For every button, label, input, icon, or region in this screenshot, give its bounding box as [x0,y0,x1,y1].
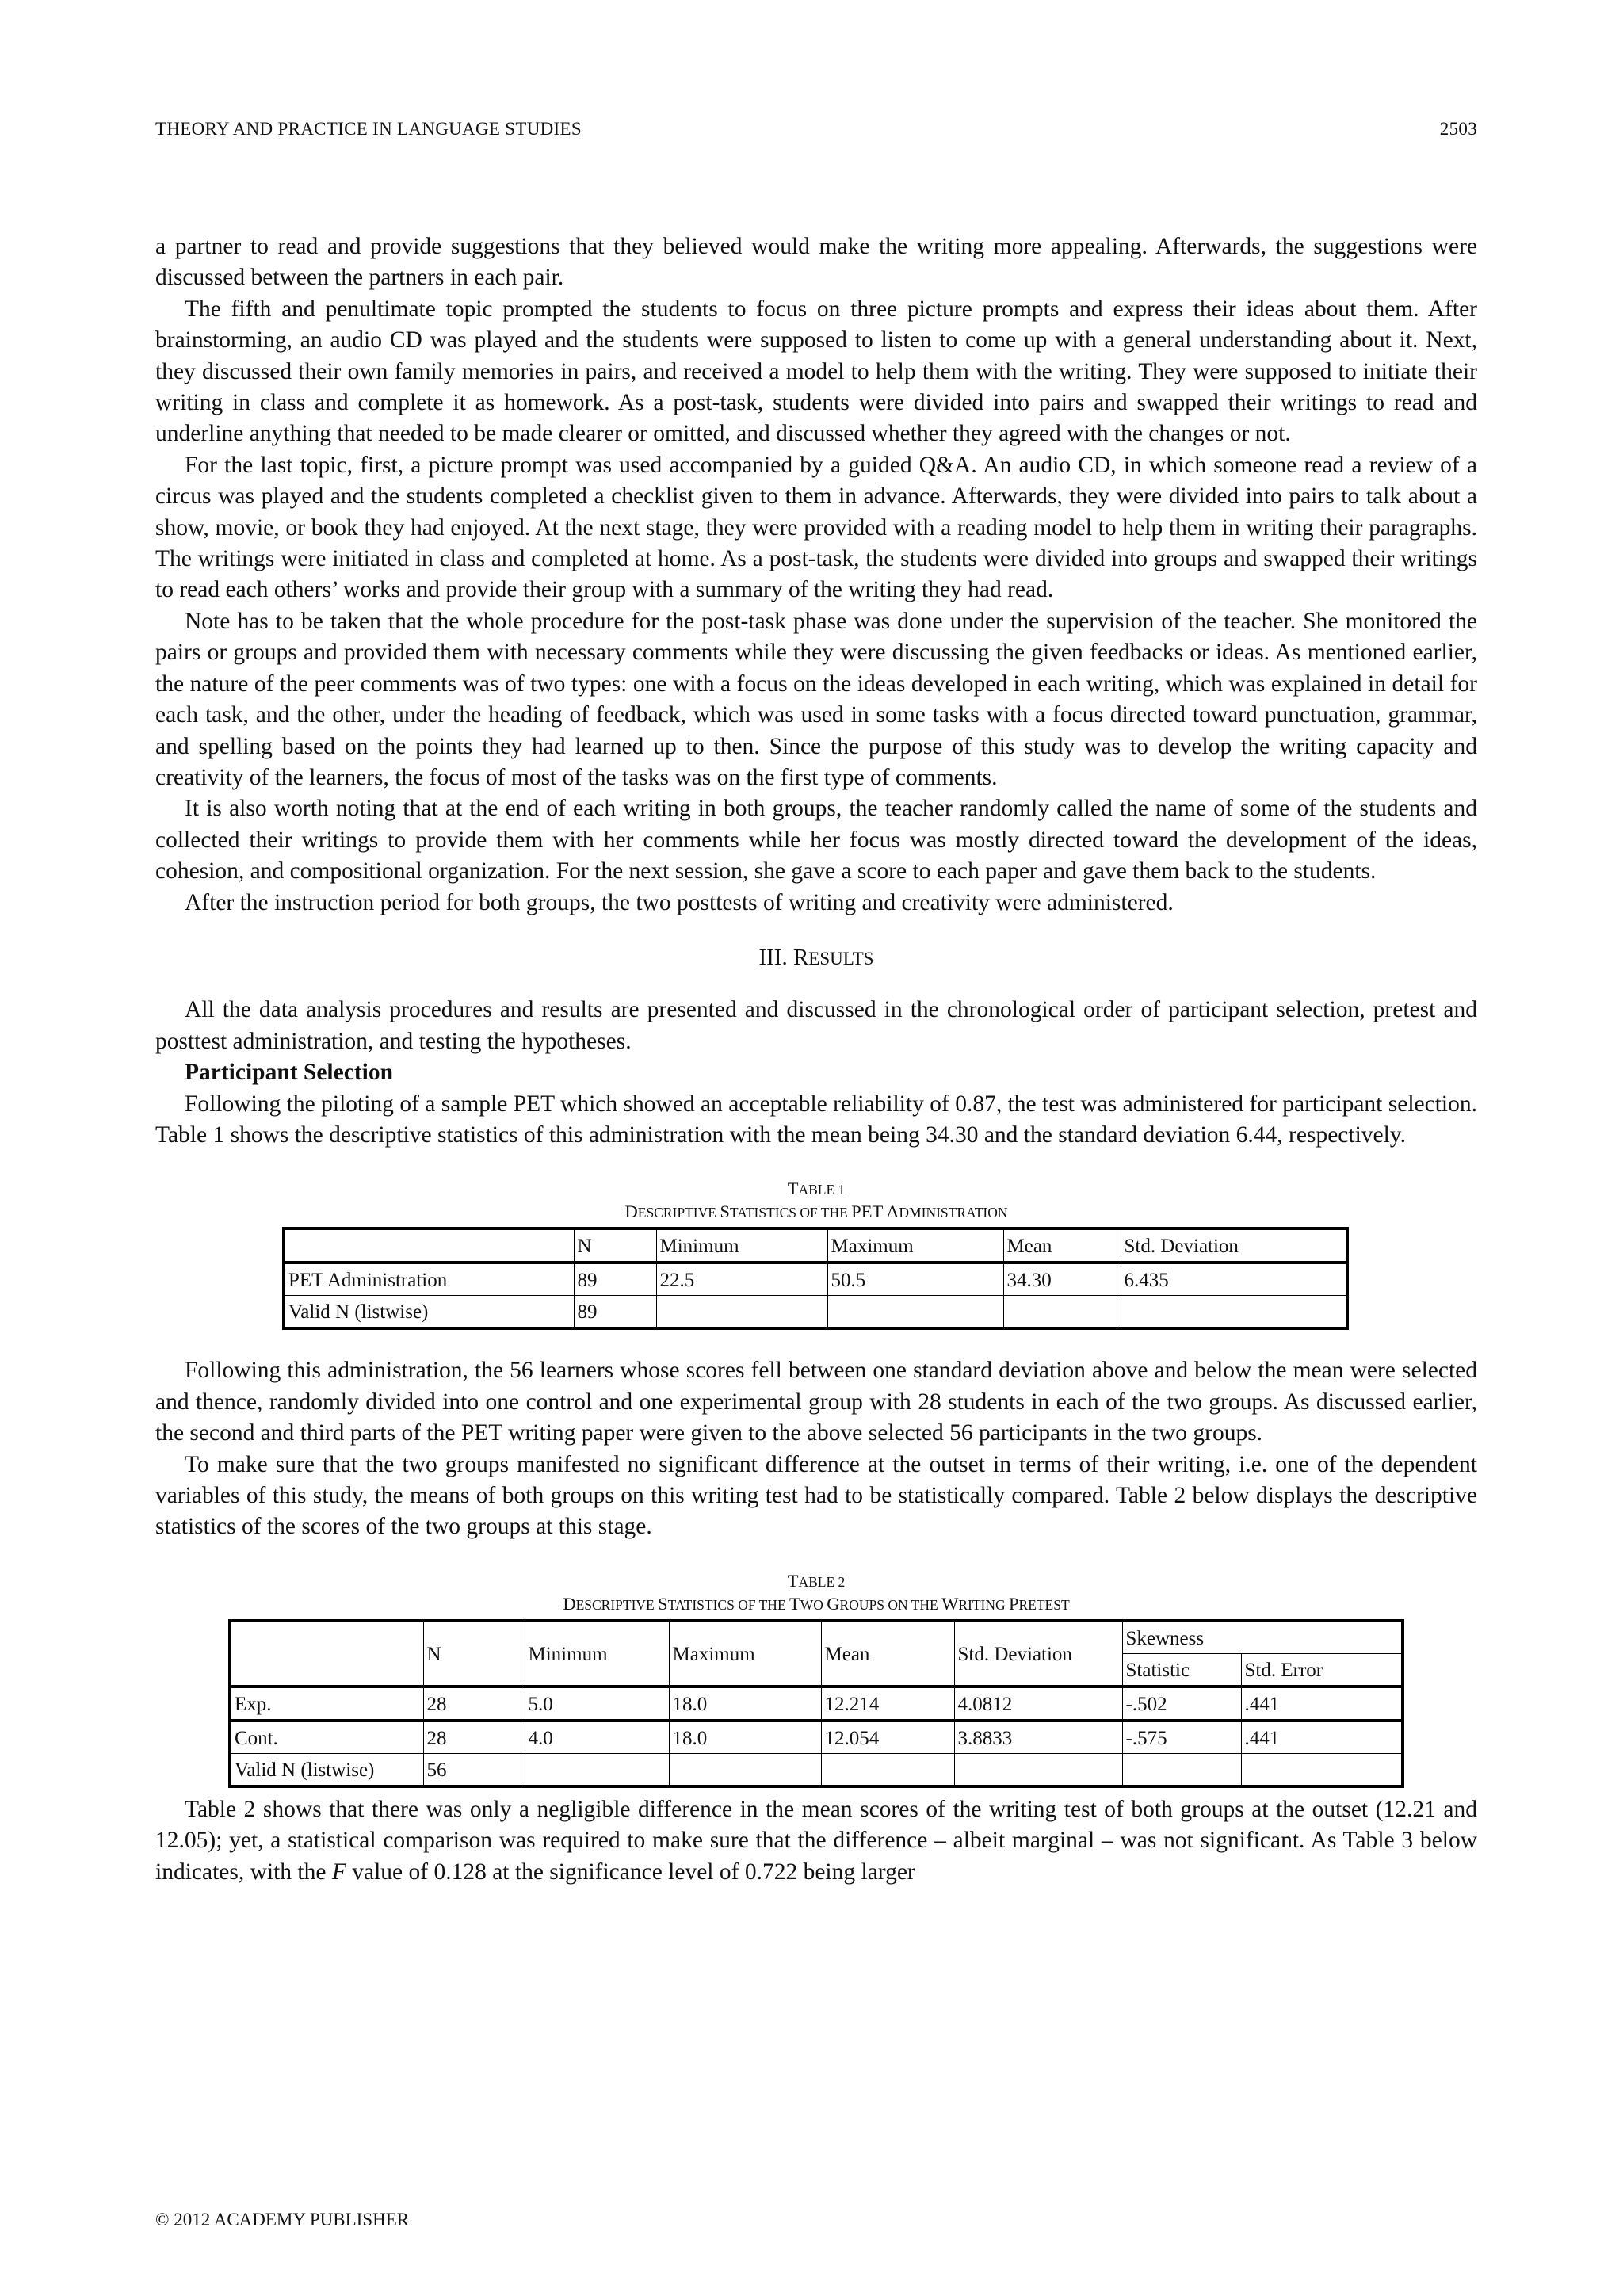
table-row: Exp. 28 5.0 18.0 12.214 4.0812 -.502 .441 [230,1687,1403,1721]
paragraph: To make sure that the two groups manifested no significant difference at the outset in terms of their writing, i.e. one of the dependent variables of this study, the means of both groups on this writing test had to be statistically compared. Table 2 below displays the descriptive statistics of the scores of the two groups at this stage. [155,1451,1477,1540]
paragraph: It is also worth noting that at the end of each writing in both groups, the teacher randomly called the name of some of the students and collected their writings to provide them with her comments while her focus was mostly directed toward the development of the ideas, cohesion, and compositional organization. For the next session, she gave a score to each paper and gave them back to the students. [155,796,1477,884]
table2 [228,1619,1404,1788]
table1-label: TABLE 1 [787,1179,846,1199]
paragraph: The fifth and penultimate topic prompted the students to focus on three picture prompts and express their ideas about them. After brainstorming, an audio CD was played and the students were supposed to listen to come up with a general understanding about it. Next, they discussed their own family memories in pairs, and received a model to help them with the writing. They were supposed to initiate their writing in class and complete it as homework. As a post-task, students were divided into pairs and swapped their writings to read and underline anything that needed to be made clearer or omitted, and discussed whether they agreed with the changes or not. [155,296,1477,447]
table2-label: TABLE 2 [787,1570,846,1591]
subheading: Participant Selection [185,1060,393,1086]
paragraph: All the data analysis procedures and results are presented and discussed in the chronological order of participant selection, pretest and posttest administration, and testing the hypotheses. [155,997,1477,1054]
paragraph: Table 2 shows that there was only a negligible difference in the mean scores of the writing test of both groups at the outset (12.21 and 12.05); yet, a statistical comparison was required to make sure that the difference – albeit marginal – was not significant. As Table 3 below indicates, with the F value of 0.128 at the significance level of 0.722 being larger [155,1796,1477,1885]
footer-copyright: © 2012 ACADEMY PUBLISHER [155,2210,410,2229]
table-subheader-row: Statistic Std. Error [230,1653,1403,1687]
table-header-row: N Minimum Maximum Mean Std. Deviation [284,1228,1347,1263]
page-number: 2503 [1439,119,1477,139]
page [155,0,1477,2296]
paragraph: a partner to read and provide suggestions that they believed would make the writing more appealing. Afterwards, the suggestions were discussed between the partners in each pair. [155,234,1477,291]
table-row: Cont. 28 4.0 18.0 12.054 3.8833 -.575 .441 [230,1721,1403,1754]
paragraph: Following this administration, the 56 learners whose scores fell between one standard deviation above and below the mean were selected and thence, randomly divided into one control and one experimental group with 28 students in each of the two groups. As discussed earlier, the second and third parts of the PET writing paper were given to the above selected 56 participants in the two groups. [155,1358,1477,1446]
journal-title: THEORY AND PRACTICE IN LANGUAGE STUDIES [155,119,582,139]
paragraph: Following the piloting of a sample PET which showed an acceptable reliability of 0.87, the test was administered for participant selection. Table 1 shows the descriptive statistics of this administration with the mean being 34.30 and the standard deviation 6.44, respectively. [155,1091,1477,1148]
table-row: Valid N (listwise) 56 [230,1753,1403,1786]
table-header-row: N Minimum Maximum Mean Std. Deviation Skewness [230,1621,1403,1654]
table2-caption [155,1570,1477,1616]
paragraph: Note has to be taken that the whole procedure for the post-task phase was done under the supervision of the teacher. She monitored the pairs or groups and provided them with necessary comments while they were discussing the given feedbacks or ideas. As mentioned earlier, the nature of the peer comments was of two types: one with a focus on the ideas developed in each writing, which was explained in detail for each task, and the other, under the heading of feedback, which was used in some tasks with a focus directed toward punctuation, grammar, and spelling based on the points they had learned up to then. Since the purpose of this study was to develop the writing capacity and creativity of the learners, the focus of most of the tasks was on the first type of comments. [155,608,1477,790]
table1 [282,1227,1349,1330]
body-text [155,231,1477,1888]
table2-title: DESCRIPTIVE STATISTICS OF THE TWO GROUPS ON THE WRITING PRETEST [563,1593,1070,1614]
paragraph: For the last topic, first, a picture prompt was used accompanied by a guided Q&A. An audio CD, in which someone read a review of a circus was played and the students completed a checklist given to them in advance. Afterwards, they were divided into pairs to talk about a show, movie, or book they had enjoyed. At the next stage, they were provided with a reading model to help them in writing their paragraphs. The writings were initiated in class and completed at home. As a post-task, the students were divided into groups and swapped their writings to read each others’ works and provide their group with a summary of the writing they had read. [155,452,1477,603]
table-row: Valid N (listwise) 89 [284,1296,1347,1329]
table1-title: DESCRIPTIVE STATISTICS OF THE PET ADMINISTRATION [624,1201,1008,1222]
table-row: PET Administration 89 22.5 50.5 34.30 6.435 [284,1263,1347,1296]
paragraph: After the instruction period for both groups, the two posttests of writing and creativity were administered. [185,889,1174,915]
running-header [155,119,1477,139]
section-heading: III. RESULTS [758,944,874,970]
table1-caption [155,1178,1477,1224]
